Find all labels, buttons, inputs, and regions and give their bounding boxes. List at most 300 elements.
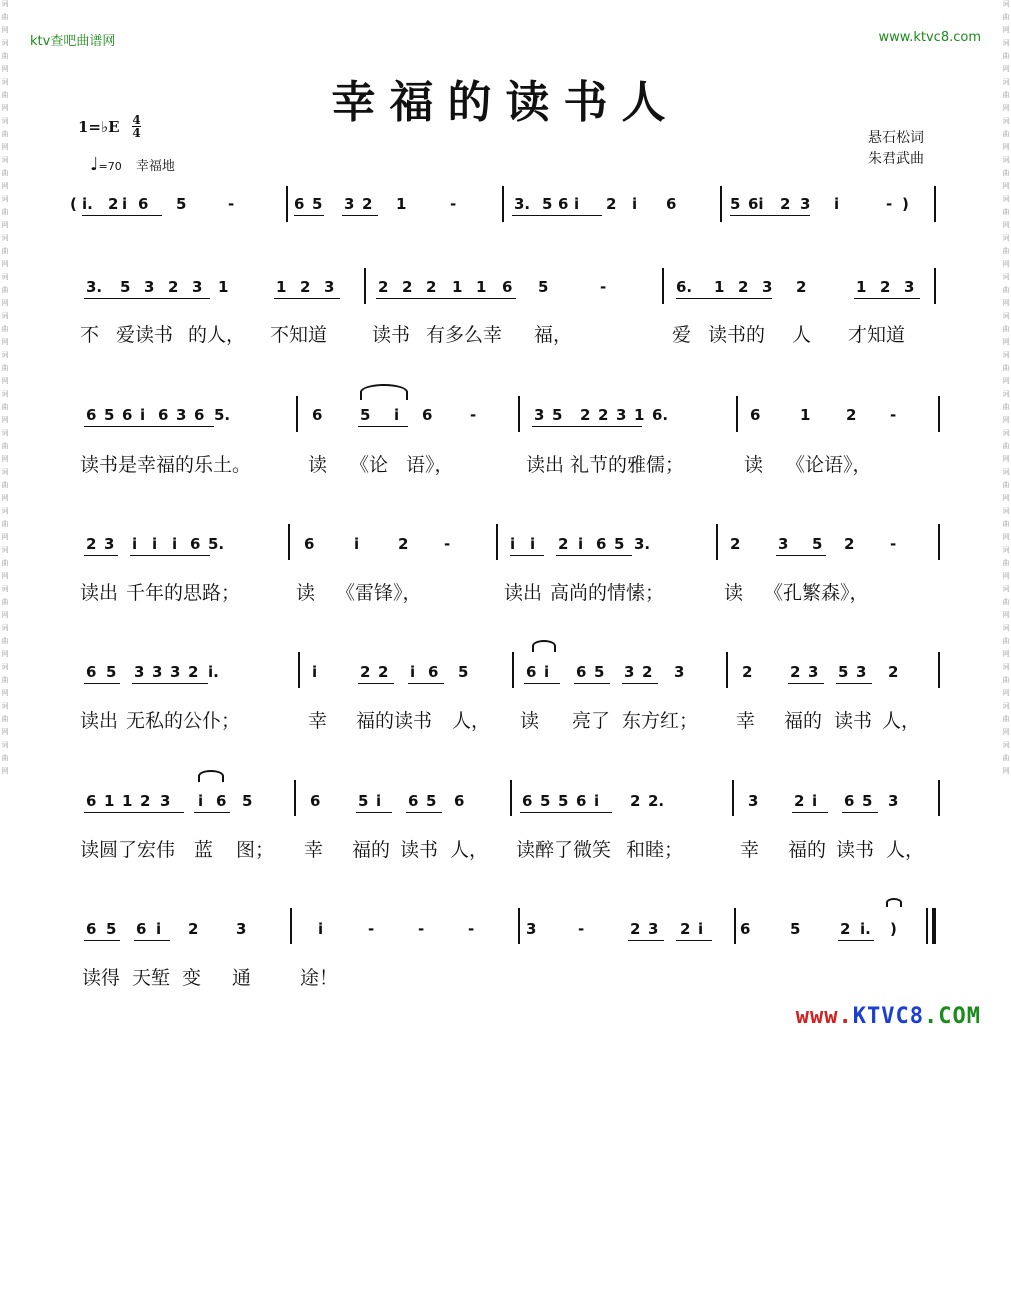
edge-char: 网 (1002, 26, 1010, 34)
lyric: 读书的 (708, 324, 766, 346)
edge-char: 网 (1, 377, 9, 385)
notes-row-4 (78, 663, 940, 683)
note: 6 (576, 792, 587, 810)
edge-char: 网 (1002, 143, 1010, 151)
note: i (574, 195, 580, 213)
lyric: 通 (232, 967, 252, 989)
underline (788, 683, 824, 684)
lyric: 读书是幸福的乐土。 (80, 454, 252, 476)
lyric: 幸 (740, 839, 760, 861)
edge-char: 网 (1, 455, 9, 463)
note: 3 (176, 406, 187, 424)
edge-char: 曲 (1002, 481, 1010, 489)
note: i. (860, 920, 871, 938)
note: - (600, 278, 607, 296)
underline (82, 215, 162, 216)
underline (676, 298, 772, 299)
edge-char: 网 (1, 299, 9, 307)
edge-char: 曲 (1, 442, 9, 450)
note: 2. (648, 792, 665, 810)
note: 5 (552, 406, 563, 424)
barline (496, 524, 498, 560)
edge-char: 词 (1, 468, 9, 476)
lyric: 人， (452, 710, 491, 732)
edge-char: 曲 (1, 598, 9, 606)
url-part: .COM (924, 1004, 981, 1029)
lyric: 人， (886, 839, 925, 861)
note: 2 (360, 663, 371, 681)
note: 5 (358, 792, 369, 810)
lyric: 读书 (400, 839, 439, 861)
note: i (318, 920, 324, 938)
url-part: KTVC8 (852, 1004, 925, 1029)
note: 2 (402, 278, 413, 296)
note: i (410, 663, 416, 681)
notes-row-3 (78, 535, 940, 555)
lyricist: 悬石松词 (868, 130, 924, 146)
note: 1 (218, 278, 229, 296)
note: 3 (674, 663, 685, 681)
right-edge-watermark (1001, 0, 1011, 1055)
notes-row-5 (78, 792, 940, 812)
note: 3. (514, 195, 531, 213)
edge-char: 曲 (1002, 325, 1010, 333)
lyric: 读出 (504, 582, 543, 604)
note: 3 (648, 920, 659, 938)
edge-char: 曲 (1, 403, 9, 411)
underline (776, 555, 826, 556)
edge-char: 词 (1, 585, 9, 593)
edge-char: 词 (1, 624, 9, 632)
barline (286, 186, 288, 222)
note: 2 (398, 535, 409, 553)
lyric: 读 (724, 582, 744, 604)
lyric: 天堑 (132, 967, 171, 989)
note: 5 (790, 920, 801, 938)
edge-char: 曲 (1002, 520, 1010, 528)
edge-char: 词 (1, 351, 9, 359)
note: 6 (750, 406, 761, 424)
note: 5 (542, 195, 553, 213)
lyric: 幸 (736, 710, 756, 732)
url-part: www. (795, 1004, 853, 1029)
note: 6 (86, 920, 97, 938)
lyric: 《孔繁森》， (764, 582, 869, 604)
edge-char: 曲 (1, 364, 9, 372)
barline (938, 524, 940, 560)
barline (938, 396, 940, 432)
note: 5 (594, 663, 605, 681)
edge-char: 网 (1002, 494, 1010, 502)
note: 3 (160, 792, 171, 810)
underline (358, 426, 408, 427)
lyric: 人， (450, 839, 489, 861)
edge-char: 网 (1002, 728, 1010, 736)
note: 1 (452, 278, 463, 296)
edge-char: 网 (1002, 221, 1010, 229)
barline (294, 780, 296, 816)
barline (298, 652, 300, 688)
note: i (812, 792, 818, 810)
underline (84, 298, 210, 299)
underline (622, 683, 658, 684)
edge-char: 词 (1002, 546, 1010, 554)
underline (836, 683, 872, 684)
notes-row-0 (70, 195, 940, 215)
lyric: 读书 (372, 324, 411, 346)
notes-row-1 (78, 278, 940, 298)
underline (358, 683, 394, 684)
note: 2 (680, 920, 691, 938)
note: 3 (762, 278, 773, 296)
note: 2 (140, 792, 151, 810)
note: i (394, 406, 400, 424)
lyric: 礼节的雅儒； (570, 454, 685, 476)
underline (510, 555, 544, 556)
edge-char: 网 (1, 728, 9, 736)
edge-char: 网 (1002, 182, 1010, 190)
barline (732, 780, 734, 816)
barline (290, 908, 292, 944)
note: 5 (360, 406, 371, 424)
underline (84, 426, 214, 427)
barline (364, 268, 366, 304)
edge-char: 网 (1, 533, 9, 541)
note: 2 (790, 663, 801, 681)
edge-char: 网 (1002, 533, 1010, 541)
note: i (354, 535, 360, 553)
note: 5 (538, 278, 549, 296)
lyric: 人， (882, 710, 921, 732)
lyric: 幸 (308, 710, 328, 732)
lyrics-row-6 (80, 963, 940, 989)
edge-char: 词 (1, 39, 9, 47)
note: i (530, 535, 536, 553)
edge-char: 曲 (1, 676, 9, 684)
lyric: 无私的公仆； (126, 710, 241, 732)
lyric: 福， (534, 324, 573, 346)
note: 3 (624, 663, 635, 681)
note: 1 (122, 792, 133, 810)
edge-char: 词 (1, 117, 9, 125)
note: 3 (778, 535, 789, 553)
note: 5 (242, 792, 253, 810)
underline (520, 812, 612, 813)
barline (736, 396, 738, 432)
note: 5 (426, 792, 437, 810)
underline (84, 812, 184, 813)
edge-char: 曲 (1, 13, 9, 21)
underline (838, 940, 874, 941)
edge-char: 词 (1002, 702, 1010, 710)
edge-char: 词 (1, 507, 9, 515)
note: i (594, 792, 600, 810)
lyric: 不 (80, 324, 100, 346)
edge-char: 网 (1, 26, 9, 34)
underline (842, 812, 878, 813)
edge-char: 曲 (1002, 247, 1010, 255)
edge-char: 网 (1, 416, 9, 424)
note: 2 (738, 278, 749, 296)
note: i (632, 195, 638, 213)
underline (132, 683, 208, 684)
edge-char: 词 (1, 312, 9, 320)
note: 5 (614, 535, 625, 553)
barline (296, 396, 298, 432)
lyric: 变 (182, 967, 202, 989)
note: 5 (812, 535, 823, 553)
note: 3 (904, 278, 915, 296)
edge-char: 曲 (1, 286, 9, 294)
edge-char: 词 (1002, 117, 1010, 125)
edge-char: 曲 (1, 169, 9, 177)
edge-char: 曲 (1, 325, 9, 333)
lyric: 幸 (304, 839, 324, 861)
note: 6 (428, 663, 439, 681)
note: 6 (294, 195, 305, 213)
underline (574, 683, 610, 684)
note: 3 (192, 278, 203, 296)
note: 6 (194, 406, 205, 424)
edge-char: 网 (1002, 260, 1010, 268)
note: 3 (800, 195, 811, 213)
edge-char: 曲 (1002, 637, 1010, 645)
lyric: 《论语》， (786, 454, 872, 476)
barline (502, 186, 504, 222)
note: ( (70, 195, 77, 213)
edge-char: 网 (1002, 338, 1010, 346)
note: 2 (558, 535, 569, 553)
barline (938, 652, 940, 688)
note: 6 (86, 792, 97, 810)
barline (934, 268, 936, 304)
edge-char: 词 (1002, 468, 1010, 476)
note: 1 (104, 792, 115, 810)
edge-char: 词 (1002, 429, 1010, 437)
note: 6 (310, 792, 321, 810)
key-signature: 1=♭E (78, 118, 120, 136)
note: 5 (176, 195, 187, 213)
note: 2 (796, 278, 807, 296)
lyric: 不知道 (270, 324, 328, 346)
note: 3 (856, 663, 867, 681)
song-title: 幸福的读书人 (331, 77, 680, 128)
time-bottom: 4 (132, 126, 141, 140)
site-name-watermark: ktv查吧曲谱网 (30, 34, 116, 49)
final-barline-thick (932, 908, 936, 944)
note: 1 (276, 278, 287, 296)
underline (676, 940, 712, 941)
note: 2 (86, 535, 97, 553)
underline (512, 215, 602, 216)
note: 5 (838, 663, 849, 681)
note: 6 (576, 663, 587, 681)
lyric: 蓝 (194, 839, 214, 861)
edge-char: 词 (1, 702, 9, 710)
edge-char: 曲 (1, 559, 9, 567)
lyric: 《雷锋》， (336, 582, 422, 604)
note: - (578, 920, 585, 938)
lyric: 才知道 (848, 324, 906, 346)
edge-char: 网 (1, 104, 9, 112)
note: i (132, 535, 138, 553)
edge-char: 网 (1, 689, 9, 697)
lyric: 读出 (526, 454, 565, 476)
lyric: 《论 (350, 454, 389, 476)
lyric: 读得 (82, 967, 121, 989)
lyric: 读醉了微笑 (516, 839, 612, 861)
note: 5 (730, 195, 741, 213)
edge-char: 曲 (1, 130, 9, 138)
bottom-url-watermark (796, 1004, 981, 1029)
barline (934, 186, 936, 222)
lyric: 爱读书 (116, 324, 174, 346)
note: - (228, 195, 235, 213)
underline (134, 940, 170, 941)
fermata (886, 898, 902, 907)
edge-char: 网 (1, 143, 9, 151)
edge-char: 曲 (1002, 559, 1010, 567)
underline (84, 555, 118, 556)
note: 2 (108, 195, 119, 213)
edge-char: 词 (1002, 741, 1010, 749)
note: 5 (540, 792, 551, 810)
edge-char: 网 (1002, 455, 1010, 463)
edge-char: 网 (1002, 104, 1010, 112)
lyric: 读书 (836, 839, 875, 861)
edge-char: 网 (1002, 611, 1010, 619)
edge-char: 曲 (1, 247, 9, 255)
barline (726, 652, 728, 688)
edge-char: 词 (1002, 663, 1010, 671)
note: 6 (190, 535, 201, 553)
underline (342, 215, 378, 216)
edge-char: 网 (1, 494, 9, 502)
edge-char: 网 (1002, 299, 1010, 307)
edge-char: 网 (1, 260, 9, 268)
barline (662, 268, 664, 304)
edge-char: 网 (1, 767, 9, 775)
slur (532, 640, 556, 652)
note: - (890, 535, 897, 553)
underline (130, 555, 210, 556)
note: 3 (888, 792, 899, 810)
edge-char: 词 (1002, 312, 1010, 320)
quarter-note-icon: ♩ (90, 154, 99, 175)
edge-char: 网 (1002, 767, 1010, 775)
edge-char: 曲 (1002, 13, 1010, 21)
lyrics-row-1 (80, 320, 940, 346)
notes-row-6 (78, 920, 940, 940)
note: 3 (808, 663, 819, 681)
note: 2 (426, 278, 437, 296)
note: 3 (144, 278, 155, 296)
lyric: 千年的思路； (126, 582, 241, 604)
note: 6 (136, 920, 147, 938)
note: 6 (454, 792, 465, 810)
note: 6 (408, 792, 419, 810)
note: 6 (122, 406, 133, 424)
note: - (450, 195, 457, 213)
lyric: 有多么幸 (426, 324, 503, 346)
underline (854, 298, 920, 299)
note: 2 (188, 920, 199, 938)
note: 2 (794, 792, 805, 810)
note: 2 (880, 278, 891, 296)
note: ) (890, 920, 897, 938)
note: 2 (780, 195, 791, 213)
edge-char: 词 (1002, 585, 1010, 593)
note: 6 (312, 406, 323, 424)
note: 5 (106, 920, 117, 938)
slur (360, 384, 408, 400)
lyric: 的人， (188, 324, 246, 346)
note: i (122, 195, 128, 213)
edge-char: 网 (1, 572, 9, 580)
underline (84, 683, 120, 684)
note: 2 (598, 406, 609, 424)
barline (518, 396, 520, 432)
underline (628, 940, 664, 941)
lyrics-row-4 (80, 706, 940, 732)
lyrics-row-5 (80, 835, 940, 861)
note: 2 (742, 663, 753, 681)
barline (288, 524, 290, 560)
note: 6 (158, 406, 169, 424)
lyric: 读出 (80, 582, 119, 604)
underline (408, 683, 444, 684)
note: 6 (422, 406, 433, 424)
underline (556, 555, 632, 556)
note: 2 (630, 920, 641, 938)
lyric: 读书 (834, 710, 873, 732)
note: - (368, 920, 375, 938)
note: 6 (844, 792, 855, 810)
note: 2 (362, 195, 373, 213)
note: 3 (104, 535, 115, 553)
note: 2 (606, 195, 617, 213)
lyric: 福的 (352, 839, 391, 861)
underline (406, 812, 442, 813)
note: 6 (86, 663, 97, 681)
lyric: 东方红； (622, 710, 699, 732)
note: 2 (844, 535, 855, 553)
lyric: 语》， (406, 454, 454, 476)
lyric: 图； (236, 839, 275, 861)
note: 3 (324, 278, 335, 296)
lyric: 和睦； (626, 839, 684, 861)
note: 5. (208, 535, 225, 553)
edge-char: 曲 (1, 754, 9, 762)
note: i (578, 535, 584, 553)
note: 2 (378, 663, 389, 681)
note: 3 (344, 195, 355, 213)
note: i. (82, 195, 93, 213)
note: 2 (580, 406, 591, 424)
note: 5 (458, 663, 469, 681)
edge-char: 曲 (1002, 169, 1010, 177)
note: 2 (730, 535, 741, 553)
barline (734, 908, 736, 944)
note: 3 (134, 663, 145, 681)
note: 6 (740, 920, 751, 938)
lyric: 读 (296, 582, 316, 604)
edge-char: 曲 (1, 715, 9, 723)
lyric: 福的 (784, 710, 823, 732)
note: 6 (138, 195, 149, 213)
note: 2 (378, 278, 389, 296)
barline (716, 524, 718, 560)
